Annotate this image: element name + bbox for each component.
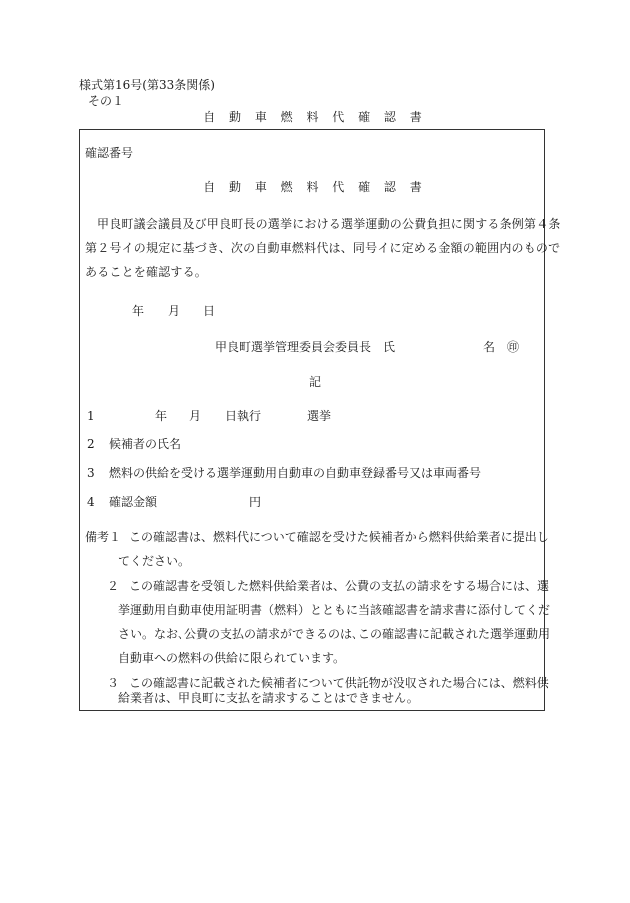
note-2-line-1: この確認書を受領した燃料供給業者は、公費の支払の請求をする場合には、選 [129,579,550,593]
confirmation-paragraph [85,212,561,284]
note-1-line-1: この確認書は、燃料代について確認を受けた候補者から燃料供給業者に提出し [129,530,549,544]
form-inner-title: 自 動 車 燃 料 代 確 認 書 [203,180,427,194]
item-1-number: 1 [87,409,95,423]
seal-mark: ㊞ [507,340,520,354]
note-2-line-4: 自動車への燃料の供給に限られています。 [118,651,346,665]
paragraph-line-2: 第２号イの規定に基づき、次の自動車燃料代は、同号イに定める金額の範囲内のもので [85,241,561,255]
item-4-yen: 円 [249,495,262,509]
item-1-month: 月 [189,409,202,423]
paragraph-line-1: 甲良町議会議員及び甲良町長の選挙における選挙運動の公費負担に関する条例第４条 [97,217,561,231]
date-month: 月 [168,304,181,318]
item-3-text: 燃料の供給を受ける選挙運動用自動車の自動車登録番号又は車両番号 [109,466,482,480]
document-title: 自 動 車 燃 料 代 確 認 書 [203,110,427,124]
paragraph-line-3: あることを確認する。 [85,265,208,279]
date-day: 日 [203,304,216,318]
item-3-number: 3 [87,466,95,480]
item-2-text: 候補者の氏名 [109,437,182,451]
item-2-number: 2 [87,437,95,451]
name-label: 名 [483,340,496,354]
note-3-number: ３ [107,676,120,690]
form-number: 様式第16号(第33条関係) [79,78,215,92]
ki-heading: 記 [308,375,321,389]
note-3-line-2: 給業者は、甲良町に支払を請求することはできません。 [118,691,419,705]
item-1-year: 年 [155,409,168,423]
item-4-number: 4 [87,495,95,509]
item-1-election: 選挙 [307,409,332,423]
date-year: 年 [132,304,145,318]
note-2-line-2: 挙運動用自動車使用証明書（燃料）とともに当該確認書を請求書に添付してくだ [118,603,551,617]
note-1-line-2: てください。 [118,554,191,568]
notes-label: 備考１ [85,530,122,544]
item-4-text: 確認金額 [109,495,158,509]
note-2-line-3: さい。なお､公費の支払の請求ができるのは､この確認書に記載された選挙運動用 [118,627,551,641]
note-3-line-1: この確認書に記載された候補者について供託物が没収された場合には、燃料供 [129,676,549,690]
item-1-day-exec: 日執行 [225,409,262,423]
note-2-number: ２ [107,579,120,593]
form-sub-number: その１ [88,94,125,108]
confirmation-number-label: 確認番号 [85,146,134,160]
chairperson-label: 甲良町選挙管理委員会委員長 氏 [215,340,396,354]
